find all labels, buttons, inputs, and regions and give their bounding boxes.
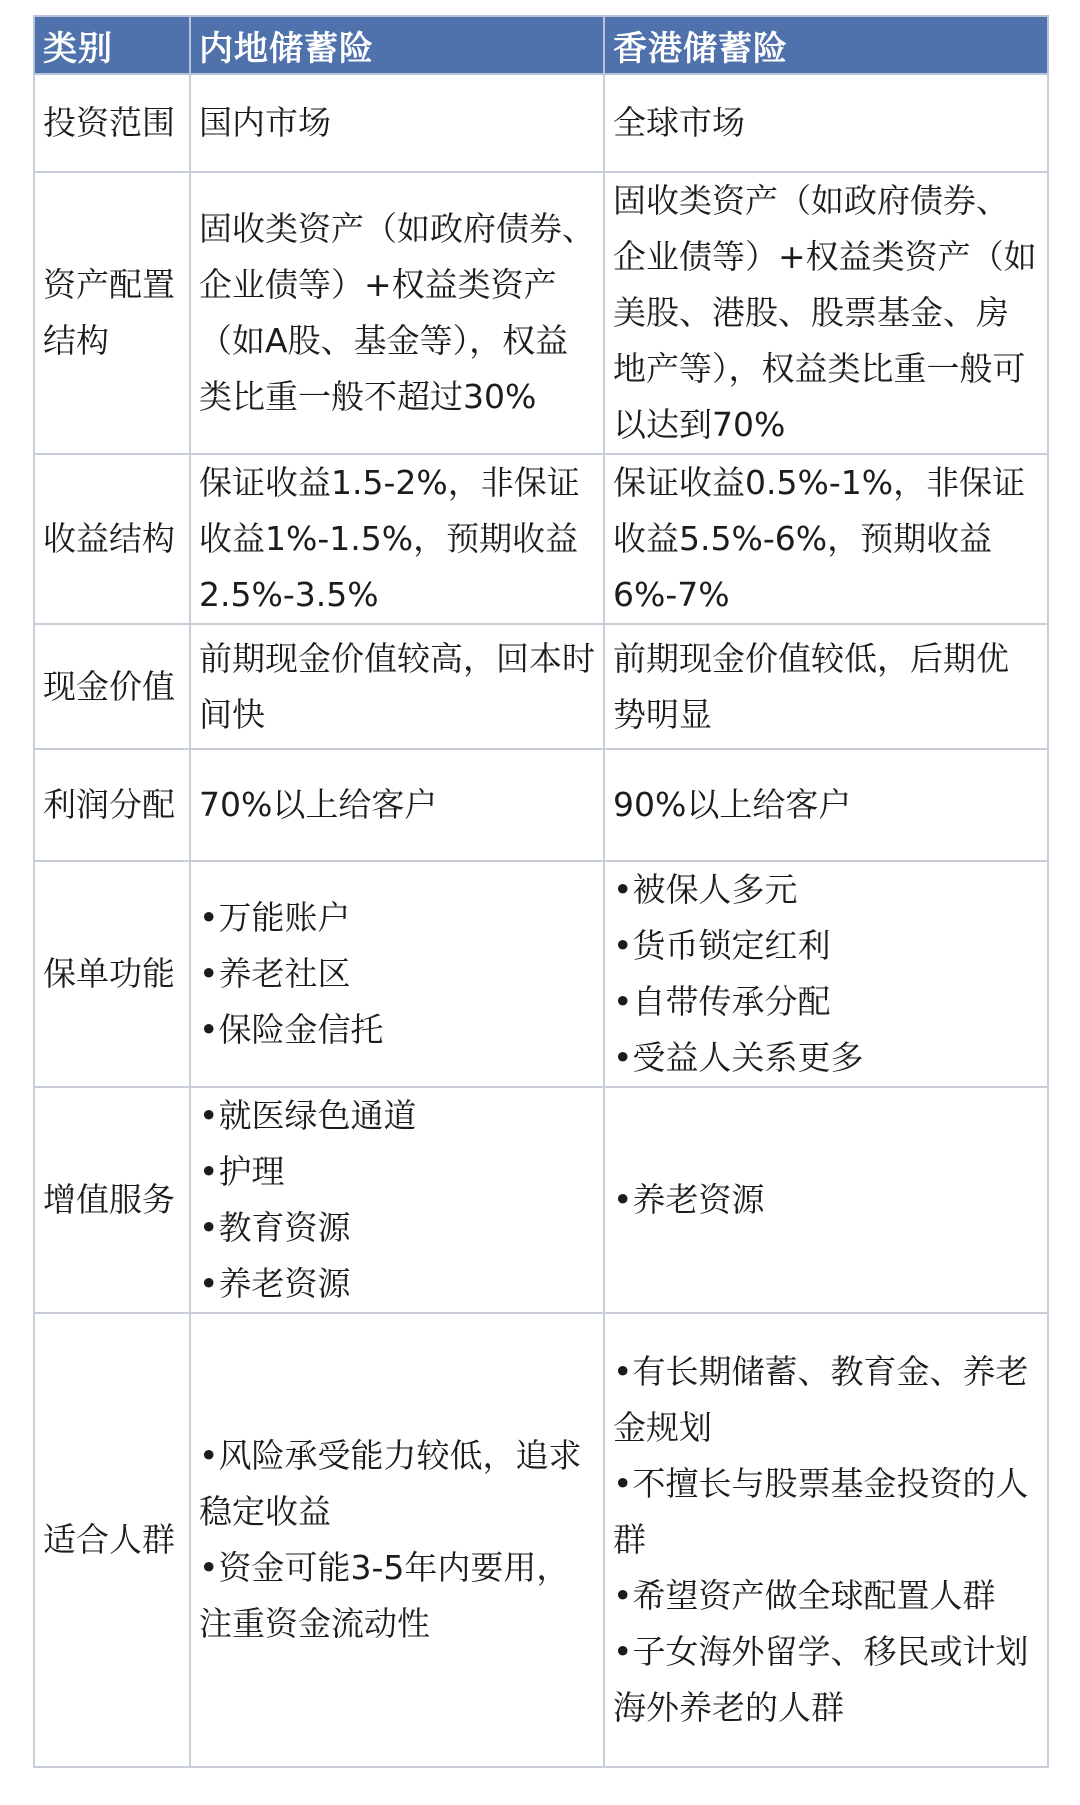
comparison-table-container <box>33 15 1047 1768</box>
row-category: 资产配置结构 <box>34 172 190 454</box>
savings-insurance-comparison-table <box>33 15 1049 1768</box>
table-row <box>34 454 1048 624</box>
hongkong-text: 固收类资产（如政府债券、企业债等）+权益类资产（如美股、港股、股票基金、房地产等），权益类比重一般可以达到70% <box>613 181 1037 444</box>
hongkong-cell <box>604 172 1048 454</box>
list-item: •养老社区 <box>199 954 351 993</box>
mainland-text: 国内市场 <box>199 103 331 142</box>
row-category: 保单功能 <box>34 861 190 1087</box>
hongkong-cell <box>604 749 1048 861</box>
row-category: 收益结构 <box>34 454 190 624</box>
list-item: •资金可能3-5年内要用，注重资金流动性 <box>199 1548 570 1643</box>
list-item: •受益人关系更多 <box>613 1038 864 1077</box>
hongkong-text: 前期现金价值较低，后期优势明显 <box>613 638 1009 734</box>
list-item: •货币锁定红利 <box>613 926 831 965</box>
hongkong-cell <box>604 454 1048 624</box>
list-item: •保险金信托 <box>199 1010 384 1049</box>
header-mainland: 内地储蓄险 <box>190 16 604 74</box>
list-item: •不擅长与股票基金投资的人群 <box>613 1464 1029 1559</box>
mainland-cell <box>190 861 604 1087</box>
list-item: •子女海外留学、移民或计划海外养老的人群 <box>613 1632 1029 1727</box>
hongkong-cell <box>604 1313 1048 1767</box>
list-item: •希望资产做全球配置人群 <box>613 1576 996 1615</box>
mainland-cell <box>190 74 604 172</box>
hongkong-cell <box>604 861 1048 1087</box>
hongkong-text: 90%以上给客户 <box>613 785 852 824</box>
row-category: 现金价值 <box>34 624 190 749</box>
hongkong-cell <box>604 1087 1048 1313</box>
table-row <box>34 1313 1048 1767</box>
hongkong-text: 全球市场 <box>613 103 745 142</box>
mainland-cell <box>190 454 604 624</box>
row-category: 投资范围 <box>34 74 190 172</box>
list-item: •万能账户 <box>199 898 351 937</box>
table-row <box>34 624 1048 749</box>
list-item: •就医绿色通道 <box>199 1096 417 1135</box>
mainland-cell <box>190 172 604 454</box>
mainland-cell <box>190 1087 604 1313</box>
list-item: •被保人多元 <box>613 870 798 909</box>
table-row <box>34 861 1048 1087</box>
hongkong-cell <box>604 74 1048 172</box>
table-header-row <box>34 16 1048 74</box>
mainland-text: 保证收益1.5-2%，非保证收益1%-1.5%，预期收益2.5%-3.5% <box>199 463 580 614</box>
row-category: 适合人群 <box>34 1313 190 1767</box>
header-category: 类别 <box>34 16 190 74</box>
mainland-text: 70%以上给客户 <box>199 785 438 824</box>
mainland-text: 固收类资产（如政府债券、企业债等）+权益类资产（如A股、基金等），权益类比重一般不超过30% <box>199 209 595 416</box>
list-item: •有长期储蓄、教育金、养老金规划 <box>613 1352 1029 1447</box>
row-category: 利润分配 <box>34 749 190 861</box>
row-category: 增值服务 <box>34 1087 190 1313</box>
hongkong-cell <box>604 624 1048 749</box>
table-row <box>34 74 1048 172</box>
list-item: •护理 <box>199 1152 285 1191</box>
table-row <box>34 749 1048 861</box>
list-item: •教育资源 <box>199 1208 351 1247</box>
table-row <box>34 1087 1048 1313</box>
list-item: •自带传承分配 <box>613 982 831 1021</box>
mainland-cell <box>190 749 604 861</box>
mainland-text: 前期现金价值较高，回本时间快 <box>199 638 595 734</box>
mainland-cell <box>190 624 604 749</box>
list-item: •养老资源 <box>613 1180 765 1219</box>
list-item: •风险承受能力较低，追求稳定收益 <box>199 1436 582 1531</box>
list-item: •养老资源 <box>199 1264 351 1303</box>
header-hongkong: 香港储蓄险 <box>604 16 1048 74</box>
mainland-cell <box>190 1313 604 1767</box>
table-row <box>34 172 1048 454</box>
hongkong-text: 保证收益0.5%-1%，非保证收益5.5%-6%，预期收益6%-7% <box>613 463 1026 614</box>
